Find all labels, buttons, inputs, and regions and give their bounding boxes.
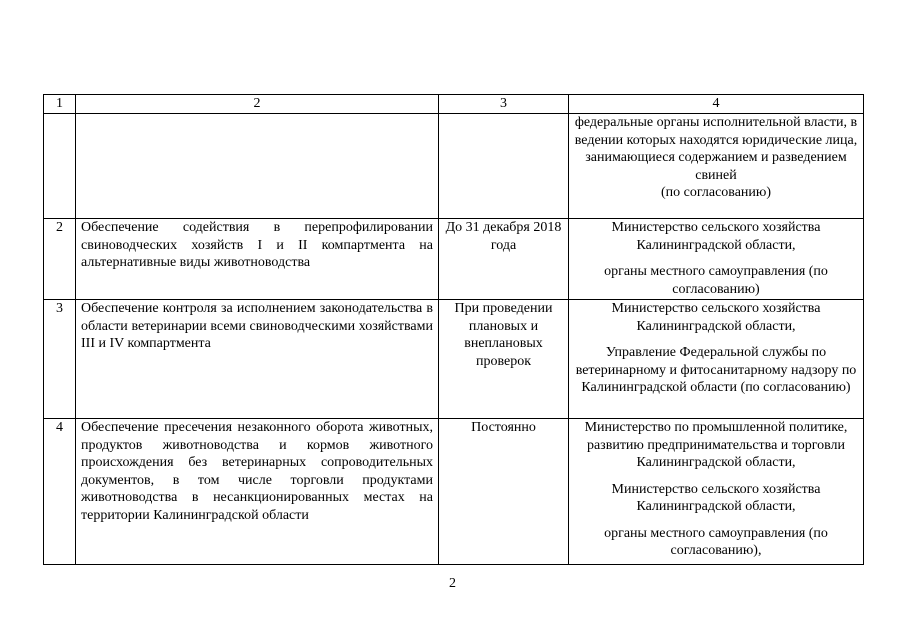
executor-text: Управление Федеральной службы по ветеринарному и фитосанитарному надзору по Калининградской области (по согласованию) <box>575 345 857 395</box>
measures-table <box>43 94 864 565</box>
row-term: При проведении плановых и внеплановых проверок <box>439 300 569 419</box>
row-executors <box>569 300 864 419</box>
executor-text: (по согласованию) <box>660 185 772 200</box>
executor-text: Министерство сельского хозяйства Калининградской области, <box>611 220 821 253</box>
row-description <box>76 419 439 565</box>
executor-text: Министерство сельского хозяйства Калининградской области, <box>611 301 821 334</box>
table-row <box>44 419 864 565</box>
row-description <box>76 300 439 419</box>
row-number: 3 <box>44 300 76 419</box>
row-executors <box>569 419 864 565</box>
executor-text: органы местного самоуправления (по согласованию) <box>604 264 828 297</box>
row-number-cell <box>44 114 76 219</box>
row-number: 4 <box>44 419 76 565</box>
header-col-4: 4 <box>569 95 864 114</box>
page-number: 2 <box>449 576 456 591</box>
header-col-3: 3 <box>439 95 569 114</box>
row-description-cell <box>76 114 439 219</box>
row-term: Постоянно <box>439 419 569 565</box>
description-text: Обеспечение пресечения незаконного оборота животных, продуктов животноводства и кормов животного происхождения без ветеринарных сопроводительных документов, в том числе торговли продуктами животноводства в несанкционированных местах на территории Калининградской области <box>81 420 433 523</box>
description-text: Обеспечение содействия в перепрофилировании свиноводческих хозяйств I и II компартмента на альтернативные виды животноводства <box>81 220 433 270</box>
row-term: До 31 декабря 2018 года <box>439 219 569 300</box>
header-col-1: 1 <box>44 95 76 114</box>
table-row <box>44 219 864 300</box>
executor-text: Министерство по промышленной политике, развитию предпринимательства и торговли Калининградской области, <box>584 420 848 470</box>
row-executors <box>569 219 864 300</box>
executor-text: органы местного самоуправления (по согласованию), <box>604 525 828 558</box>
row-number: 2 <box>44 219 76 300</box>
table-row-continuation <box>44 114 864 219</box>
description-text: Обеспечение контроля за исполнением законодательства в области ветеринарии всеми свиноводческими хозяйствами III и IV компартмента <box>81 301 433 351</box>
executor-text: занимающиеся содержанием и разведением свиней <box>585 150 847 183</box>
executor-text: Министерство сельского хозяйства Калининградской области, <box>611 481 821 514</box>
header-col-2: 2 <box>76 95 439 114</box>
row-term-cell <box>439 114 569 219</box>
row-executors-cell <box>569 114 864 219</box>
table-row <box>44 300 864 419</box>
executor-text: федеральные органы исполнительной власти, в ведении которых находятся юридические лица, <box>574 115 858 148</box>
row-description <box>76 219 439 300</box>
table-header-row <box>44 95 864 114</box>
